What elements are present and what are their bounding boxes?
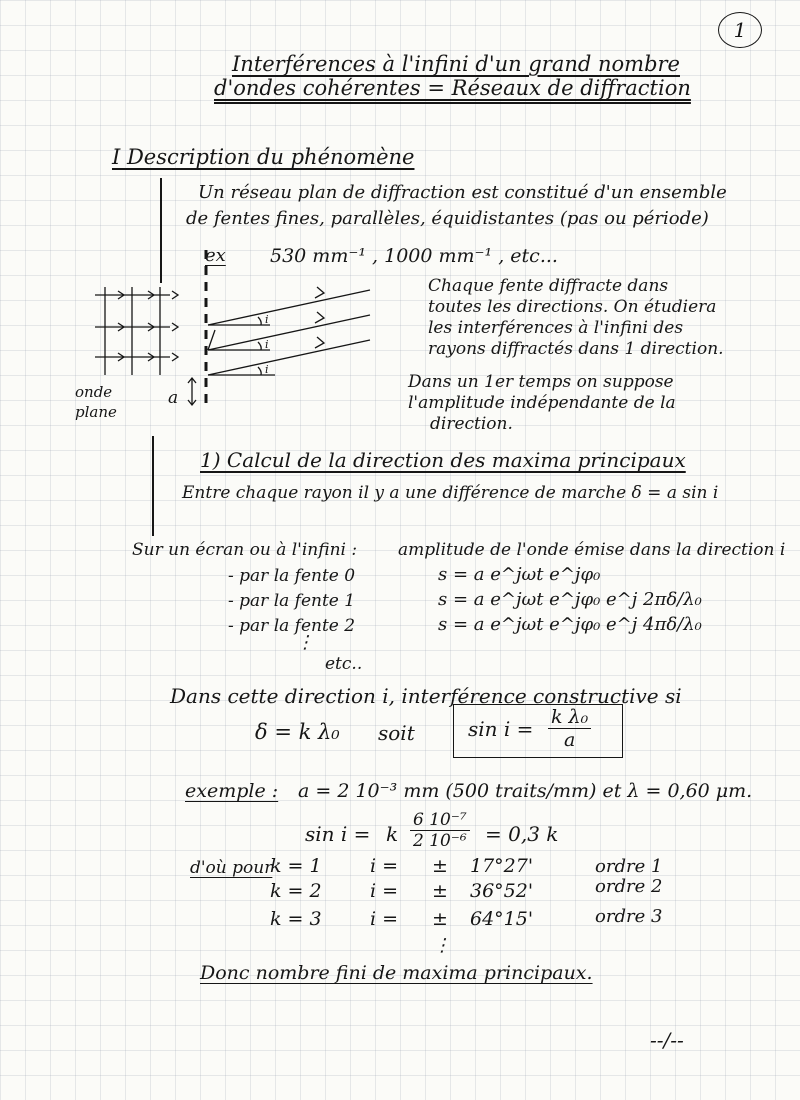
order-i: i = [370,855,399,877]
angle-arc [258,367,261,375]
sini-lhs: sin i = [305,822,371,846]
screen-line-right: amplitude de l'onde émise dans la direction i [398,540,786,560]
order-pm: ± [432,855,448,877]
incoming-arrow [172,291,178,299]
ray-arrow [315,312,324,323]
constructive-line: Dans cette direction i, interférence constructive si [170,684,682,708]
note-line: les interférences à l'infini des [428,318,684,338]
example-values: 530 mm⁻¹ , 1000 mm⁻¹ , etc... [270,245,558,267]
order-i: i = [370,908,399,930]
fente-expression: s = a e^jωt e^jφ₀ e^j 4πδ/λ₀ [438,614,702,635]
boxed-fraction [548,706,591,751]
sini-rhs: = 0,3 k [485,822,559,846]
intro-line-1: Un réseau plan de diffraction est constitué d'un ensemble [198,182,727,203]
order-angle: 17°27' [470,855,534,877]
boxed-denominator: a [563,729,576,751]
dou-pour-label: d'où pour [190,858,273,878]
order-pm: ± [432,880,448,902]
delta-equation: δ = k λ₀ [255,720,340,744]
hypothesis-line: Dans un 1er temps on suppose [408,372,674,392]
order-i: i = [370,880,399,902]
example-ex-label: ex [205,245,226,266]
continuation-dots-2: ⋮ [433,935,451,956]
note-line: Chaque fente diffracte dans [428,276,669,296]
spacing-label: a [168,388,179,408]
incoming-arrow [172,323,178,331]
fente-label: - par la fente 2 [228,616,356,636]
hypothesis-line: direction. [430,414,513,434]
note-line: rayons diffractés dans 1 direction. [428,339,724,359]
soit-label: soit [378,721,415,745]
fente-expression: s = a e^jωt e^jφ₀ [438,564,601,585]
exemple-label: exemple : [185,780,279,802]
section-title: I Description du phénomène [112,145,415,169]
order-pm: ± [432,908,448,930]
ray-arrow [315,337,324,348]
note-line: toutes les directions. On étudiera [428,297,717,317]
order-k: k = 2 [270,880,322,902]
angle-arc [258,342,261,350]
incoming-arrow [172,353,178,361]
angle-arc [258,317,261,325]
screen-line-left: Sur un écran ou à l'infini : [132,540,358,560]
intro-line-2: de fentes fines, parallèles, équidistantes (pas ou période) [186,208,709,229]
angle-label: i [265,313,269,326]
fente-label: - par la fente 1 [228,591,356,611]
order-angle: 36°52' [470,880,534,902]
title-line-1: Interférences à l'infini d'un grand nombre [232,52,680,76]
page-number: 1 [718,12,762,48]
boxed-lhs: sin i = [468,717,534,741]
ray-arrow [315,287,324,298]
sini-denominator: 2 10⁻⁶ [413,831,467,851]
onde-label: onde [75,383,113,401]
fente-label: - par la fente 0 [228,566,356,586]
fente-expression: s = a e^jωt e^jφ₀ e^j 2πδ/λ₀ [438,589,702,610]
boxed-numerator: k λ₀ [548,706,591,729]
sini-fraction [410,810,470,851]
path-difference-line: Entre chaque rayon il y a une différence de marche δ = a sin i [182,483,719,503]
continuation-dots: ⋮ [296,632,314,653]
order-k: k = 1 [270,855,322,877]
sini-k: k [386,822,399,846]
hypothesis-line: l'amplitude indépendante de la [408,393,676,413]
sini-numerator: 6 10⁻⁷ [410,810,470,831]
order-label: ordre 2 [595,876,663,897]
grating-diagram [70,245,400,425]
angle-label: i [265,338,269,351]
plane-label: plane [75,403,117,421]
order-angle: 64°15' [470,908,534,930]
margin-line-bottom [152,436,154,536]
order-label: ordre 1 [595,856,663,877]
subsection-title: 1) Calcul de la direction des maxima principaux [200,448,686,472]
path-difference [208,330,215,350]
exemple-values: a = 2 10⁻³ mm (500 traits/mm) et λ = 0,60 μm. [298,780,753,802]
angle-label: i [265,363,269,376]
order-k: k = 3 [270,908,322,930]
etc-label: etc.. [325,654,363,674]
footer-mark: --/-- [650,1028,684,1052]
title-line-2: d'ondes cohérentes = Réseaux de diffraction [214,76,691,100]
conclusion-line: Donc nombre fini de maxima principaux. [200,962,593,984]
order-label: ordre 3 [595,906,663,927]
